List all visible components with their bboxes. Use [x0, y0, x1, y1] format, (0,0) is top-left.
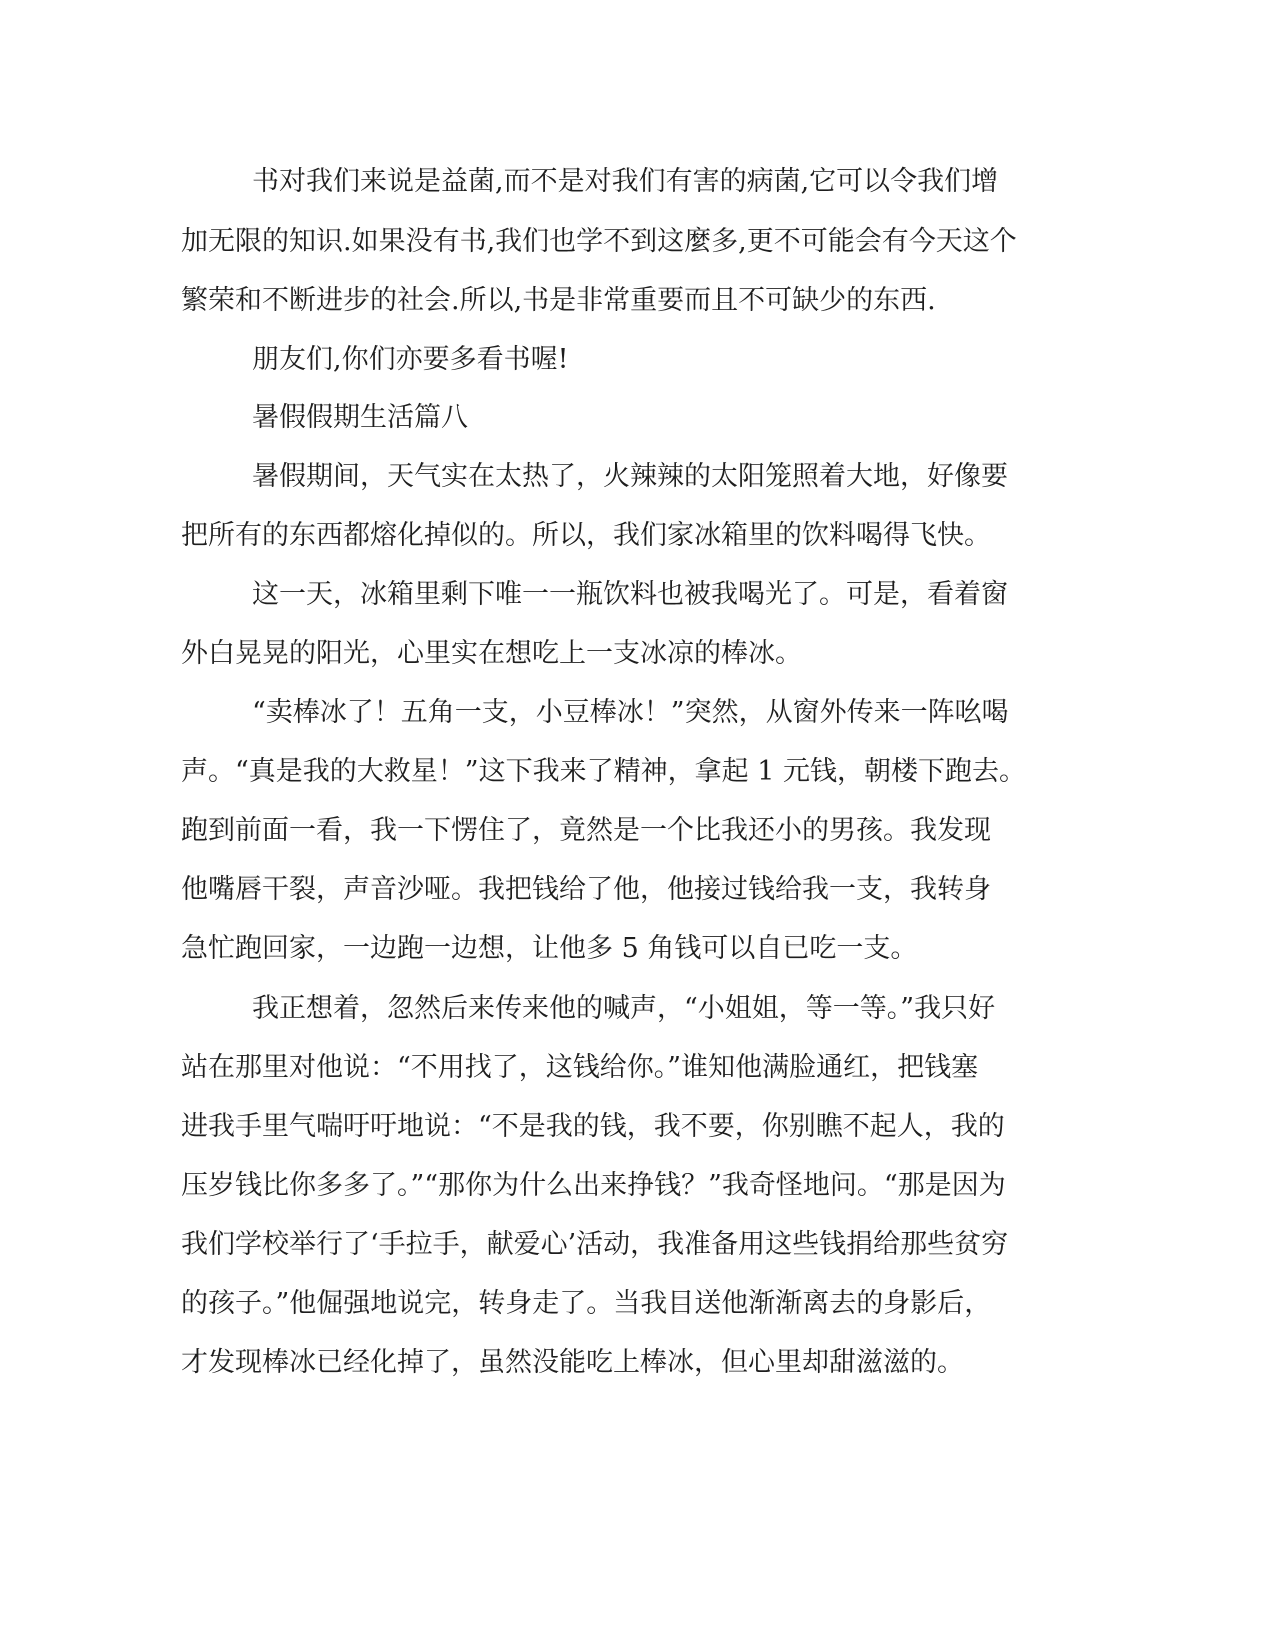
- text-line: 进我手里气喘吁吁地说：“不是我的钱，我不要，你别瞧不起人，我的: [181, 1111, 1005, 1142]
- text-line: 把所有的东西都熔化掉似的。所以，我们家冰箱里的饮料喝得飞快。: [181, 520, 991, 551]
- text-line: 这一天，冰箱里剩下唯一一瓶饮料也被我喝光了。可是，看着窗: [252, 579, 1008, 610]
- text-line: 我们学校举行了‘手拉手，献爱心’活动，我准备用这些钱捐给那些贫穷: [181, 1229, 1009, 1260]
- text-line: 我正想着，忽然后来传来他的喊声，“小姐姐，等一等。”我只好: [252, 993, 996, 1024]
- text-line: 才发现棒冰已经化掉了，虽然没能吃上棒冰，但心里却甜滋滋的。: [181, 1347, 964, 1378]
- text-line: 急忙跑回家，一边跑一边想，让他多 5 角钱可以自已吃一支。: [181, 933, 918, 964]
- text-line: “卖棒冰了！五角一支，小豆棒冰！”突然，从窗外传来一阵吆喝: [252, 697, 1009, 728]
- text-line: 站在那里对他说：“不用找了，这钱给你。”谁知他满脸通红，把钱塞: [181, 1052, 979, 1083]
- text-line: 朋友们,你们亦要多看书喔!: [252, 344, 569, 375]
- section-heading: 暑假假期生活篇八: [252, 402, 468, 433]
- text-line: 繁荣和不断进步的社会.所以,书是非常重要而且不可缺少的东西.: [181, 285, 936, 316]
- text-line: 跑到前面一看，我一下愣住了，竟然是一个比我还小的男孩。我发现: [181, 815, 991, 846]
- text-line: 外白晃晃的阳光，心里实在想吃上一支冰凉的棒冰。: [181, 638, 802, 669]
- text-line: 声。“真是我的大救星！”这下我来了精神，拿起 1 元钱，朝楼下跑去。: [181, 756, 1026, 787]
- text-line: 暑假期间，天气实在太热了，火辣辣的太阳笼照着大地，好像要: [252, 461, 1008, 492]
- text-line: 加无限的知识.如果没有书,我们也学不到这麼多,更不可能会有今天这个: [181, 226, 1017, 257]
- text-line: 压岁钱比你多多了。”“那你为什么出来挣钱？”我奇怪地问。“那是因为: [181, 1170, 1006, 1201]
- text-line: 他嘴唇干裂，声音沙哑。我把钱给了他，他接过钱给我一支，我转身: [181, 874, 991, 905]
- text-line: 的孩子。”他倔强地说完，转身走了。当我目送他渐渐离去的身影后，: [181, 1288, 992, 1319]
- text-line: 书对我们来说是益菌,而不是对我们有害的病菌,它可以令我们增: [252, 166, 999, 197]
